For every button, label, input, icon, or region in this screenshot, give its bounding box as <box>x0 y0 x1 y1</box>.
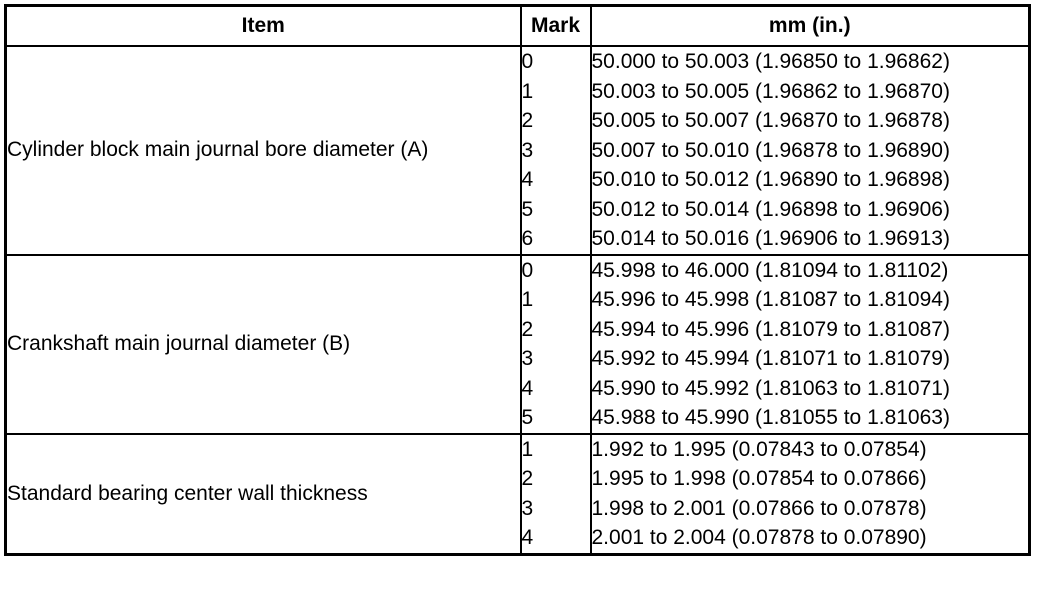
spec-table <box>4 4 1031 556</box>
mark-cell <box>521 255 591 434</box>
mark-value: 0 <box>521 50 534 73</box>
mm-value: 50.014 to 50.016 (1.96906 to 1.96913) <box>591 227 950 250</box>
mark-value: 3 <box>521 347 534 370</box>
mm-value: 45.998 to 46.000 (1.81094 to 1.81102) <box>591 258 949 282</box>
mm-value: 1.995 to 1.998 (0.07854 to 0.07866) <box>591 467 927 490</box>
mm-value: 1.998 to 2.001 (0.07866 to 0.07878) <box>591 496 927 520</box>
table-row <box>6 255 1030 434</box>
table-row <box>6 434 1030 555</box>
mm-value: 50.005 to 50.007 (1.96870 to 1.96878) <box>591 109 950 132</box>
mm-value: 2.001 to 2.004 (0.07878 to 0.07890) <box>591 526 927 549</box>
mark-value: 1 <box>521 288 534 311</box>
mm-value: 50.010 to 50.012 (1.96890 to 1.96898) <box>591 168 950 191</box>
mark-cell <box>521 46 591 255</box>
mm-value: 45.990 to 45.992 (1.81063 to 1.81071) <box>591 376 950 400</box>
header-mm: mm (in.) <box>591 6 1030 47</box>
mm-cell <box>591 434 1030 555</box>
mm-value: 50.007 to 50.010 (1.96878 to 1.96890) <box>591 138 950 162</box>
mark-value: 5 <box>521 406 534 429</box>
mm-cell <box>591 46 1030 255</box>
mm-value: 50.000 to 50.003 (1.96850 to 1.96862) <box>591 50 950 73</box>
mm-value: 45.992 to 45.994 (1.81071 to 1.81079) <box>591 347 950 370</box>
mark-value: 1 <box>521 437 534 461</box>
mm-value: 45.994 to 45.996 (1.81079 to 1.81087) <box>591 317 950 341</box>
mark-value: 5 <box>521 197 534 221</box>
header-row <box>6 6 1030 47</box>
mm-value: 50.003 to 50.005 (1.96862 to 1.96870) <box>591 79 950 103</box>
mark-value: 0 <box>521 258 534 282</box>
item-cell: Crankshaft main journal diameter (B) <box>6 255 521 434</box>
mm-value: 45.996 to 45.998 (1.81087 to 1.81094) <box>591 288 950 311</box>
mm-value: 45.988 to 45.990 (1.81055 to 1.81063) <box>591 406 950 429</box>
mark-value: 4 <box>521 168 534 191</box>
mark-value: 3 <box>521 138 534 162</box>
mm-cell <box>591 255 1030 434</box>
mark-cell <box>521 434 591 555</box>
mark-value: 4 <box>521 526 534 549</box>
table-row <box>6 46 1030 255</box>
item-cell: Standard bearing center wall thickness <box>6 434 521 555</box>
mark-value: 2 <box>521 317 534 341</box>
mark-value: 4 <box>521 376 534 400</box>
mark-value: 6 <box>521 227 534 250</box>
mark-value: 2 <box>521 467 534 490</box>
header-mark: Mark <box>521 6 591 47</box>
mm-value: 1.992 to 1.995 (0.07843 to 0.07854) <box>591 437 927 461</box>
mark-value: 2 <box>521 109 534 132</box>
mark-value: 3 <box>521 496 534 520</box>
header-item: Item <box>6 6 521 47</box>
item-cell: Cylinder block main journal bore diameter (A) <box>6 46 521 255</box>
mm-value: 50.012 to 50.014 (1.96898 to 1.96906) <box>591 197 950 221</box>
mark-value: 1 <box>521 79 534 103</box>
